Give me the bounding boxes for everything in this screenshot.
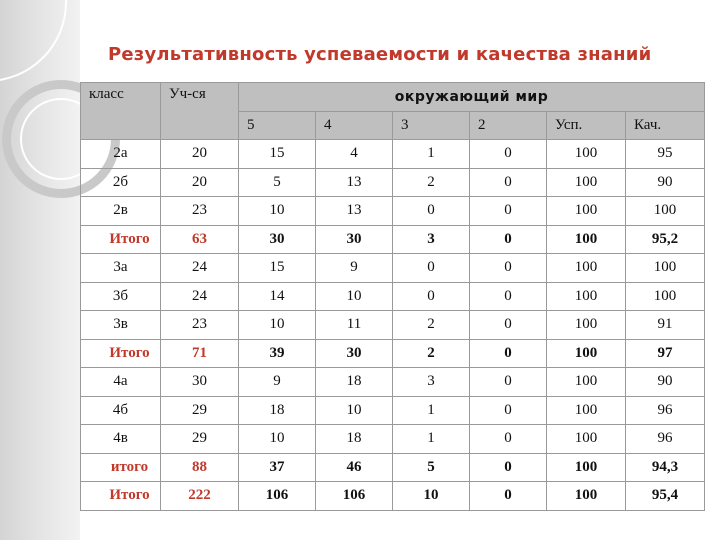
cell-grade-5: 9 <box>239 368 316 397</box>
table-row <box>81 254 705 283</box>
table-row <box>81 396 705 425</box>
cell-grade-4: 18 <box>316 368 393 397</box>
cell-kach: 97 <box>626 339 705 368</box>
header-subject: окружающий мир <box>239 83 705 112</box>
cell-grade-4: 10 <box>316 282 393 311</box>
cell-pupils: 20 <box>161 168 239 197</box>
cell-grade-3: 3 <box>393 225 470 254</box>
cell-pupils: 71 <box>161 339 239 368</box>
cell-grade-3: 1 <box>393 140 470 169</box>
cell-grade-5: 18 <box>239 396 316 425</box>
cell-grade-4: 13 <box>316 197 393 226</box>
cell-grade-4: 18 <box>316 425 393 454</box>
cell-usp: 100 <box>547 311 626 340</box>
header-kach: Кач. <box>626 111 705 140</box>
header-grade-3: 3 <box>393 111 470 140</box>
cell-grade-2: 0 <box>470 254 547 283</box>
cell-kach: 96 <box>626 425 705 454</box>
table-row <box>81 368 705 397</box>
cell-usp: 100 <box>547 168 626 197</box>
cell-usp: 100 <box>547 396 626 425</box>
cell-grade-3: 0 <box>393 282 470 311</box>
table-row-total <box>81 482 705 511</box>
cell-grade-2: 0 <box>470 453 547 482</box>
table-row-total <box>81 453 705 482</box>
cell-grade-5: 5 <box>239 168 316 197</box>
header-grade-5: 5 <box>239 111 316 140</box>
cell-grade-3: 3 <box>393 368 470 397</box>
cell-pupils: 63 <box>161 225 239 254</box>
cell-grade-3: 0 <box>393 254 470 283</box>
header-row-main <box>81 83 705 112</box>
cell-grade-4: 9 <box>316 254 393 283</box>
cell-pupils: 29 <box>161 425 239 454</box>
cell-usp: 100 <box>547 140 626 169</box>
cell-klass: Итого <box>81 225 161 254</box>
cell-kach: 94,3 <box>626 453 705 482</box>
cell-grade-2: 0 <box>470 225 547 254</box>
cell-klass: 3в <box>81 311 161 340</box>
cell-grade-2: 0 <box>470 339 547 368</box>
cell-grade-4: 46 <box>316 453 393 482</box>
cell-grade-2: 0 <box>470 368 547 397</box>
cell-grade-4: 30 <box>316 225 393 254</box>
cell-klass: 2б <box>81 168 161 197</box>
cell-klass: Итого <box>81 339 161 368</box>
table-row <box>81 140 705 169</box>
header-klass: класс <box>81 83 161 140</box>
cell-grade-3: 1 <box>393 396 470 425</box>
cell-usp: 100 <box>547 282 626 311</box>
cell-pupils: 222 <box>161 482 239 511</box>
cell-pupils: 23 <box>161 197 239 226</box>
cell-grade-4: 4 <box>316 140 393 169</box>
cell-grade-3: 2 <box>393 339 470 368</box>
cell-grade-5: 10 <box>239 197 316 226</box>
header-pupils: Уч-ся <box>161 83 239 140</box>
cell-usp: 100 <box>547 453 626 482</box>
cell-grade-5: 10 <box>239 311 316 340</box>
cell-grade-2: 0 <box>470 482 547 511</box>
grades-table <box>80 82 705 511</box>
cell-grade-3: 5 <box>393 453 470 482</box>
cell-usp: 100 <box>547 225 626 254</box>
cell-pupils: 24 <box>161 282 239 311</box>
cell-grade-4: 11 <box>316 311 393 340</box>
cell-grade-3: 0 <box>393 197 470 226</box>
cell-klass: 3а <box>81 254 161 283</box>
cell-pupils: 88 <box>161 453 239 482</box>
cell-grade-5: 15 <box>239 140 316 169</box>
table-row <box>81 197 705 226</box>
cell-grade-5: 14 <box>239 282 316 311</box>
cell-grade-2: 0 <box>470 140 547 169</box>
cell-kach: 95,2 <box>626 225 705 254</box>
cell-klass: 4в <box>81 425 161 454</box>
cell-klass: 4а <box>81 368 161 397</box>
table-row-total <box>81 225 705 254</box>
cell-grade-2: 0 <box>470 282 547 311</box>
cell-grade-4: 10 <box>316 396 393 425</box>
cell-pupils: 29 <box>161 396 239 425</box>
cell-klass: 4б <box>81 396 161 425</box>
cell-pupils: 30 <box>161 368 239 397</box>
cell-kach: 100 <box>626 254 705 283</box>
cell-usp: 100 <box>547 482 626 511</box>
cell-grade-5: 106 <box>239 482 316 511</box>
cell-usp: 100 <box>547 425 626 454</box>
cell-grade-5: 10 <box>239 425 316 454</box>
cell-kach: 100 <box>626 282 705 311</box>
table-row <box>81 425 705 454</box>
cell-usp: 100 <box>547 197 626 226</box>
cell-pupils: 23 <box>161 311 239 340</box>
cell-grade-2: 0 <box>470 197 547 226</box>
header-usp: Усп. <box>547 111 626 140</box>
table-row <box>81 282 705 311</box>
cell-grade-4: 13 <box>316 168 393 197</box>
cell-usp: 100 <box>547 254 626 283</box>
cell-grade-2: 0 <box>470 311 547 340</box>
table-row <box>81 311 705 340</box>
cell-kach: 91 <box>626 311 705 340</box>
cell-kach: 90 <box>626 368 705 397</box>
cell-grade-3: 10 <box>393 482 470 511</box>
cell-grade-4: 30 <box>316 339 393 368</box>
header-grade-4: 4 <box>316 111 393 140</box>
cell-grade-2: 0 <box>470 425 547 454</box>
cell-grade-3: 1 <box>393 425 470 454</box>
cell-klass: 2а <box>81 140 161 169</box>
cell-grade-2: 0 <box>470 396 547 425</box>
cell-kach: 95,4 <box>626 482 705 511</box>
cell-grade-3: 2 <box>393 168 470 197</box>
cell-usp: 100 <box>547 368 626 397</box>
cell-kach: 96 <box>626 396 705 425</box>
header-grade-2: 2 <box>470 111 547 140</box>
cell-pupils: 24 <box>161 254 239 283</box>
cell-pupils: 20 <box>161 140 239 169</box>
cell-klass: 2в <box>81 197 161 226</box>
cell-grade-5: 30 <box>239 225 316 254</box>
cell-grade-4: 106 <box>316 482 393 511</box>
table-row-total <box>81 339 705 368</box>
cell-klass: 3б <box>81 282 161 311</box>
cell-klass: Итого <box>81 482 161 511</box>
cell-grade-3: 2 <box>393 311 470 340</box>
cell-kach: 90 <box>626 168 705 197</box>
cell-usp: 100 <box>547 339 626 368</box>
cell-kach: 95 <box>626 140 705 169</box>
cell-kach: 100 <box>626 197 705 226</box>
cell-grade-2: 0 <box>470 168 547 197</box>
cell-grade-5: 37 <box>239 453 316 482</box>
table-row <box>81 168 705 197</box>
slide-title: Результативность успеваемости и качества знаний <box>108 44 652 65</box>
cell-klass: итого <box>81 453 161 482</box>
cell-grade-5: 39 <box>239 339 316 368</box>
cell-grade-5: 15 <box>239 254 316 283</box>
